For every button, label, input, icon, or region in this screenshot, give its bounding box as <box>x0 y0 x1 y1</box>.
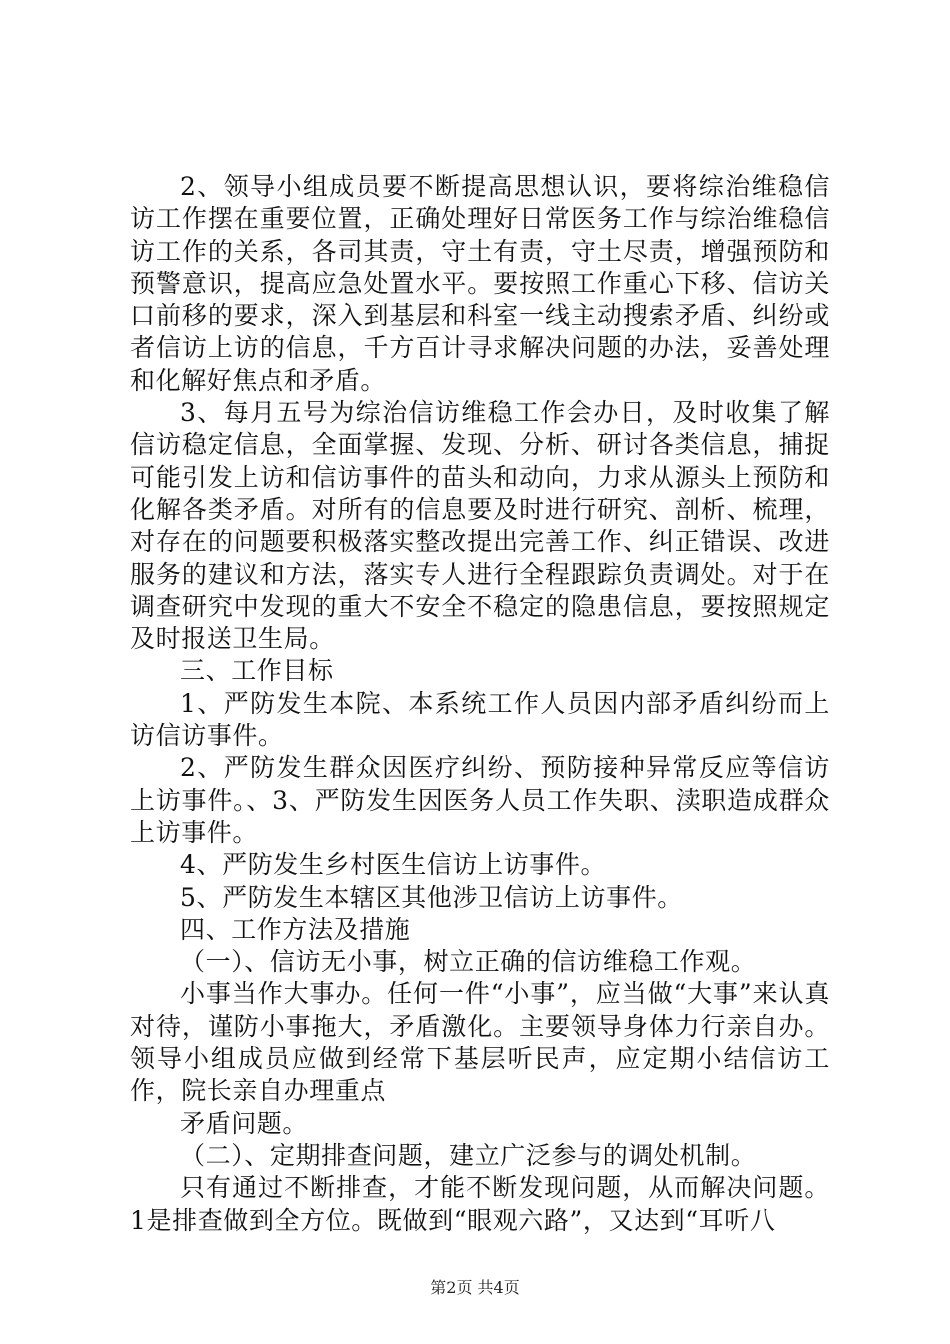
document-body <box>130 171 830 1237</box>
paragraph-goal-5: 5、严防发生本辖区其他涉卫信访上访事件。 <box>180 882 683 912</box>
page-number-label: 第2页 共4页 <box>430 1278 520 1297</box>
paragraph-goal-1: 1、严防发生本院、本系统工作人员因内部矛盾纠纷而上访信访事件。 <box>130 688 830 751</box>
section-heading-work-goals: 三、工作目标 <box>180 656 334 686</box>
page-footer <box>0 1275 950 1298</box>
paragraph-leadership-awareness: 2、领导小组成员要不断提高思想认识，要将综治维稳信访工作摆在重要位置，正确处理好日常医务工作与综治维稳信访工作的关系，各司其责，守土有责，守土尽责，增强预防和预警意识，提高应急处置水平。要按照工作重心下移、信访关口前移的要求，深入到基层和科室一线主动搜索矛盾、纠纷或者信访上访的信息，千方百计寻求解决问题的办法，妥善处理和化解好焦点和矛盾。 <box>130 172 830 395</box>
subheading-method-1: （一）、信访无小事，树立正确的信访维稳工作观。 <box>180 947 757 977</box>
paragraph-goal-2-3: 2、严防发生群众因医疗纠纷、预防接种异常反应等信访上访事件。、3、严防发生因医务人员工作失职、渎职造成群众上访事件。 <box>130 753 830 847</box>
section-heading-methods: 四、工作方法及措施 <box>180 914 411 944</box>
paragraph-contradiction-issues: 矛盾问题。 <box>180 1108 309 1138</box>
paragraph-regular-inspection: 只有通过不断排查，才能不断发现问题，从而解决问题。1是排查做到全方位。既做到“眼观六路”，又达到“耳听八 <box>130 1173 830 1235</box>
paragraph-monthly-meeting-day: 3、每月五号为综治信访维稳工作会办日，及时收集了解信访稳定信息，全面掌握、发现、分析、研讨各类信息，捕捉可能引发上访和信访事件的苗头和动向，力求从源头上预防和化解各类矛盾。对所有的信息要及时进行研究、剖析、梳理，对存在的问题要积极落实整改提出完善工作、纠正错误、改进服务的建议和方法，落实专人进行全程跟踪负责调处。对于在调查研究中发现的重大不安全不稳定的隐患信息，要按照规定及时报送卫生局。 <box>130 398 830 654</box>
paragraph-small-matters: 小事当作大事办。任何一件“小事”，应当做“大事”来认真对待，谨防小事拖大，矛盾激化。主要领导身体力行亲自办。领导小组成员应做到经常下基层听民声，应定期小结信访工作，院长亲自办理重点 <box>130 979 830 1106</box>
subheading-method-2: （二）、定期排查问题，建立广泛参与的调处机制。 <box>180 1140 757 1170</box>
paragraph-goal-4: 4、严防发生乡村医生信访上访事件。 <box>180 850 607 880</box>
